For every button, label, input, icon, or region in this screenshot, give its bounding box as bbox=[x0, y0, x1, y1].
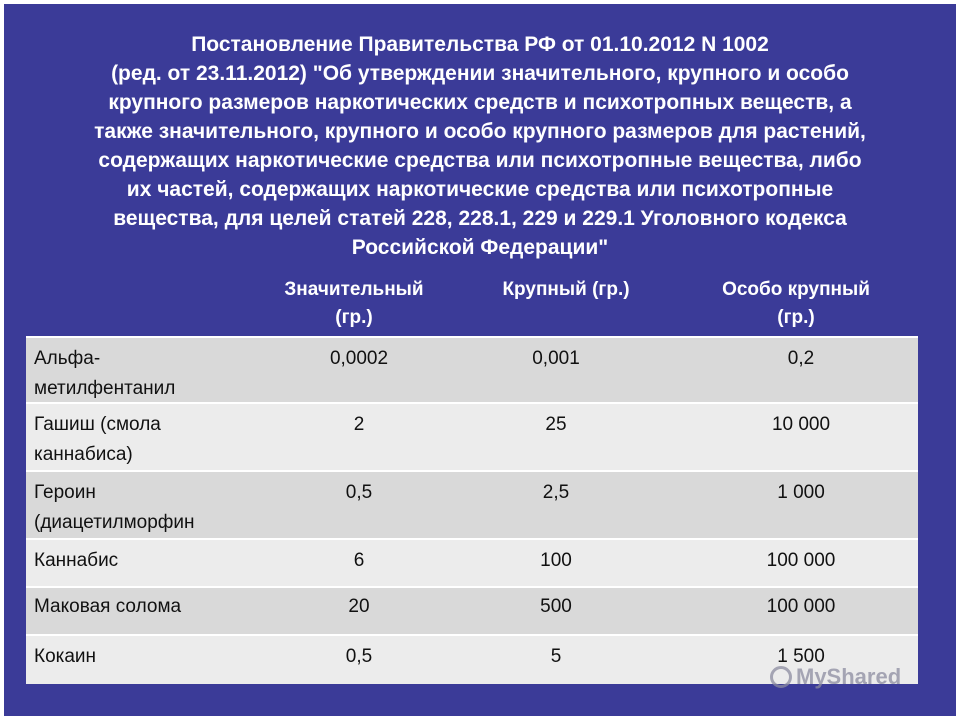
substance-name: Кокаин bbox=[34, 646, 97, 667]
value-especially-large: 100 000 bbox=[766, 596, 836, 617]
substance-name: Альфа- метилфентанил bbox=[34, 348, 176, 399]
value-especially-large: 100 000 bbox=[766, 550, 836, 571]
substance-name: Героин (диацетилморфин bbox=[34, 482, 195, 533]
value-especially-large: 1 500 bbox=[777, 646, 825, 667]
header-significant: Значительный (гр.) bbox=[284, 279, 424, 328]
value-large: 500 bbox=[540, 596, 572, 617]
value-large: 100 bbox=[540, 550, 572, 571]
value-large: 25 bbox=[545, 414, 567, 435]
table-row bbox=[26, 402, 918, 470]
value-large: 2,5 bbox=[542, 482, 570, 503]
value-significant: 0,5 bbox=[345, 482, 373, 503]
slide-title: Постановление Правительства РФ от 01.10.2012 N 1002 (ред. от 23.11.2012) "Об утверждении значительного, крупного и особо крупного размеров наркотических средств и психотропных веществ, а также значительного, крупного и особо крупного размеров для растений, содержащих наркотические средства или психотропные вещества, либо их частей, содержащих наркотические средства или психотропные вещества, для целей статей 228, 228.1, 229 и 229.1 Уголовного кодекса Российской Федерации" bbox=[94, 33, 866, 259]
data-table bbox=[26, 336, 918, 684]
value-significant: 0,0002 bbox=[329, 348, 389, 369]
table-row bbox=[26, 586, 918, 634]
watermark-text: MyShared bbox=[796, 664, 902, 689]
table-header bbox=[26, 276, 918, 338]
value-significant: 20 bbox=[348, 596, 370, 617]
header-large: Крупный (гр.) bbox=[502, 279, 630, 300]
table-row bbox=[26, 538, 918, 586]
value-large: 5 bbox=[550, 646, 562, 667]
table-row bbox=[26, 470, 918, 538]
value-significant: 6 bbox=[353, 550, 365, 571]
value-large: 0,001 bbox=[532, 348, 580, 369]
substance-name: Каннабис bbox=[34, 550, 119, 571]
play-circle-icon bbox=[770, 666, 792, 688]
header-especially-large: Особо крупный (гр.) bbox=[722, 279, 870, 328]
watermark bbox=[770, 660, 920, 694]
substance-name: Маковая солома bbox=[34, 596, 182, 617]
value-significant: 0,5 bbox=[345, 646, 373, 667]
table-row bbox=[26, 336, 918, 402]
value-especially-large: 0,2 bbox=[787, 348, 815, 369]
value-especially-large: 10 000 bbox=[771, 414, 831, 435]
substance-name: Гашиш (смола каннабиса) bbox=[34, 414, 161, 465]
value-significant: 2 bbox=[353, 414, 365, 435]
value-especially-large: 1 000 bbox=[777, 482, 825, 503]
